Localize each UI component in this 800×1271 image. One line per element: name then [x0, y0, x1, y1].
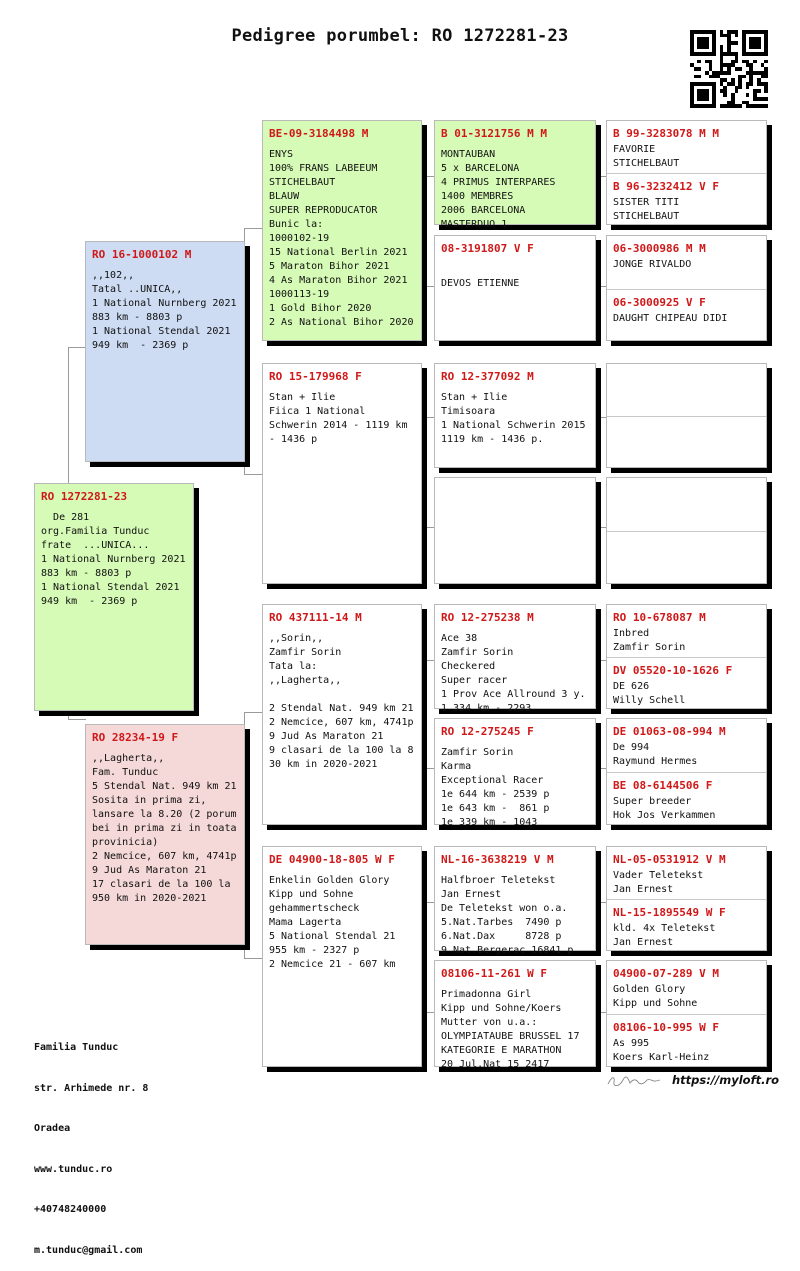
ring-number: RO 12-377092 M: [441, 370, 534, 383]
ring-number: 08106-11-261 W F: [441, 967, 547, 980]
ring-number: DE 01063-08-994 M: [613, 725, 726, 738]
pigeon-details: Zamfir Sorin Karma Exceptional Racer 1e 644 km - 2539 p 1e 643 km - 861 p 1e 339 km - 1043: [441, 747, 550, 828]
ring-number: 04900-07-289 V M: [613, 967, 719, 980]
pigeon-entry: [607, 899, 766, 950]
ring-number: DV 05520-10-1626 F: [613, 664, 733, 677]
pigeon-entry: [607, 531, 766, 583]
page-title: Pedigree porumbel: RO 1272281-23: [231, 26, 569, 46]
pigeon-entry: [86, 725, 244, 944]
ring-number: B 01-3121756 M M: [441, 127, 547, 140]
pigeon-details: Super breeder Hok Jos Verkammen: [613, 796, 716, 821]
pigeon-card-sdss-pair[interactable]: [606, 363, 767, 468]
qr-code-icon[interactable]: [690, 30, 768, 108]
ring-number: RO 1272281-23: [41, 490, 128, 503]
pigeon-entry: [435, 605, 595, 714]
breeder-website-link[interactable]: www.tunduc.ro: [34, 1163, 113, 1175]
pigeon-card-sdds-pair[interactable]: [606, 477, 767, 584]
pigeon-entry: [435, 478, 595, 583]
pigeon-details: ,,Sorin,, Zamfir Sorin Tata la: ,,Lagherta,, 2 Stendal Nat. 949 km 21 2 Nemcice, 607 km, 4741p 9 Jud As Maraton 21 9 clasari de la 100 la 8 30 km in 2020-2021: [269, 633, 414, 770]
pigeon-details: kld. 4x Teletekst Jan Ernest: [613, 923, 716, 948]
ring-number: RO 16-1000102 M: [92, 248, 192, 261]
pigeon-card-sire[interactable]: [85, 241, 245, 462]
pigeon-card-sdd[interactable]: [434, 477, 596, 584]
pigeon-card-ddd[interactable]: [434, 960, 596, 1070]
pigeon-entry: [263, 121, 421, 340]
pigeon-details: Enkelin Golden Glory Kipp und Sohne gehammertscheck Mama Lagerta 5 National Stendal 21 955 km - 2327 p 2 Nemcice 21 - 607 km: [269, 875, 396, 970]
pigeon-entry: [607, 121, 766, 173]
pigeon-entry: [435, 847, 595, 956]
pigeon-entry: [435, 961, 595, 1070]
pigeon-entry: [435, 236, 595, 340]
breeder-phone: +40748240000: [34, 1204, 107, 1215]
pigeon-details: Stan + Ilie Fiica 1 National Schwerin 2014 - 1119 km - 1436 p: [269, 392, 408, 445]
pigeon-details: ENYS 100% FRANS LABEEUM STICHELBAUT BLAUW SUPER REPRODUCATOR Bunic la: 1000102-19 15 National Berlin 2021 5 Maraton Bihor 2021 4 As Maraton Bihor 2021 1000113-19 1 Gold Bihor 2020 2 As National Bihor 2020: [269, 149, 414, 328]
pigeon-entry: [607, 1014, 766, 1066]
pigeon-entry: [263, 847, 421, 1066]
pigeon-details: DEVOS ETIENNE: [441, 278, 520, 289]
pigeon-details: Primadonna Girl Kipp und Sohne/Koers Mutter von u.a.: OLYMPIATAUBE BRUSSEL 17 KATEGORIE E MARATHON 20 Jul.Nat 15 2417: [441, 989, 580, 1070]
pigeon-details: Stan + Ilie Timisoara 1 National Schwerin 2015 1119 km - 1436 p.: [441, 392, 586, 445]
connector-line: [420, 417, 434, 418]
pigeon-card-dsss-pair[interactable]: [606, 604, 767, 709]
pigeon-entry: [607, 289, 766, 340]
pigeon-card-dsd[interactable]: [434, 718, 596, 828]
pigeon-details: FAVORIE STICHELBAUT: [613, 144, 680, 169]
pigeon-entry: [435, 121, 595, 230]
pigeon-card-sds[interactable]: [434, 363, 596, 468]
ring-number: 06-3000986 M M: [613, 242, 706, 255]
connector-line: [420, 660, 434, 661]
pigeon-entry: [263, 364, 421, 583]
pigeon-details: De 994 Raymund Hermes: [613, 742, 698, 767]
pigeon-details: Ace 38 Zamfir Sorin Checkered Super racer 1 Prov Ace Allround 3 y. 1 334 km - 2293: [441, 633, 586, 714]
connector-line: [68, 347, 86, 348]
signature-icon: [606, 1074, 662, 1088]
connector-line: [244, 228, 262, 229]
myloft-link[interactable]: https://myloft.ro: [672, 1073, 780, 1087]
ring-number: RO 28234-19 F: [92, 731, 179, 744]
connector-line: [420, 527, 434, 528]
pigeon-card-dss[interactable]: [434, 604, 596, 714]
pigeon-card-dam[interactable]: [85, 724, 245, 945]
pigeon-details: De 281 org.Familia Tunduc frate ...UNICA... 1 National Nurnberg 2021 883 km - 8803 p 1 National Stendal 2021 949 km - 2369 p: [41, 512, 186, 607]
breeder-contact: [34, 1014, 148, 1271]
pigeon-entry: [35, 484, 193, 710]
pigeon-card-sire-dam[interactable]: [262, 363, 422, 584]
pigeon-entry: [607, 772, 766, 824]
ring-number: RO 12-275245 F: [441, 725, 534, 738]
pigeon-entry: [607, 961, 766, 1014]
pigeon-card-ddds-pair[interactable]: [606, 960, 767, 1067]
pigeon-entry: [435, 364, 595, 467]
pigeon-entry: [263, 605, 421, 824]
ring-number: 08106-10-995 W F: [613, 1021, 719, 1034]
ring-number: NL-16-3638219 V M: [441, 853, 554, 866]
ring-number: NL-15-1895549 W F: [613, 906, 726, 919]
breeder-address: str. Arhimede nr. 8: [34, 1082, 149, 1094]
ring-number: B 96-3232412 V F: [613, 180, 719, 193]
pigeon-details: SISTER TITI STICHELBAUT: [613, 197, 680, 222]
connector-line: [244, 474, 262, 475]
pigeon-entry: [607, 847, 766, 899]
breeder-city: Oradea: [34, 1123, 71, 1134]
connector-line: [420, 176, 434, 177]
pigeon-details: As 995 Koers Karl-Heinz: [613, 1038, 710, 1063]
pigeon-card-dam-dam[interactable]: [262, 846, 422, 1067]
pigeon-entry: [607, 173, 766, 224]
pigeon-details: JONGE RIVALDO: [613, 259, 692, 270]
pigeon-details: ,,Lagherta,, Fam. Tunduc 5 Stendal Nat. 949 km 21 Sosita in prima zi, lansare la 8.20 (2 porum bei in prima zi in toata provinicia) 2 Nemcice, 607 km, 4741p 9 Jud As Maraton 21 17 clasari de la 100 la 950 km in 2020-2021: [92, 753, 237, 904]
ring-number: 08-3191807 V F: [441, 242, 534, 255]
pigeon-entry: [607, 364, 766, 416]
pigeon-card-ssd[interactable]: [434, 235, 596, 341]
ring-number: B 99-3283078 M M: [613, 127, 719, 140]
pigeon-card-sire-sire[interactable]: [262, 120, 422, 341]
pigeon-details: ,,102,, Tatal ..UNICA,, 1 National Nurnberg 2021 883 km - 8803 p 1 National Stendal 2021 949 km - 2369 p: [92, 270, 237, 351]
pigeon-entry: [607, 657, 766, 708]
connector-line: [420, 1012, 434, 1013]
breeder-email-link[interactable]: m.tunduc@gmail.com: [34, 1244, 143, 1256]
ring-number: RO 12-275238 M: [441, 611, 534, 624]
pigeon-details: Golden Glory Kipp und Sohne: [613, 984, 698, 1009]
pigeon-details: Halfbroer Teletekst Jan Ernest De Teletekst won o.a. 5.Nat.Tarbes 7490 p 6.Nat.Dax 8728 p 9 Nat.Bergerac 16841 p: [441, 875, 574, 956]
pigeon-details: DE 626 Willy Schell: [613, 681, 686, 706]
connector-line: [420, 286, 434, 287]
pigeon-entry: [607, 719, 766, 772]
pigeon-card-dam-sire[interactable]: [262, 604, 422, 825]
ring-number: RO 15-179968 F: [269, 370, 362, 383]
connector-line: [244, 712, 262, 713]
ring-number: NL-05-0531912 V M: [613, 853, 726, 866]
pigeon-details: DAUGHT CHIPEAU DIDI: [613, 313, 728, 324]
pigeon-card-ssss-pair[interactable]: [606, 120, 767, 225]
pigeon-card-dds[interactable]: [434, 846, 596, 956]
connector-line: [420, 768, 434, 769]
connector-line: [68, 719, 86, 720]
ring-number: RO 10-678087 M: [613, 611, 706, 624]
pigeon-entry: [607, 478, 766, 531]
connector-line: [420, 902, 434, 903]
pigeon-card-subject[interactable]: [34, 483, 194, 711]
pigeon-details: Vader Teletekst Jan Ernest: [613, 870, 704, 895]
pigeon-entry: [607, 605, 766, 657]
pigeon-card-sss[interactable]: [434, 120, 596, 230]
ring-number: DE 04900-18-805 W F: [269, 853, 395, 866]
ring-number: 06-3000925 V F: [613, 296, 706, 309]
ring-number: BE-09-3184498 M: [269, 127, 369, 140]
ring-number: RO 437111-14 M: [269, 611, 362, 624]
pigeon-entry: [435, 719, 595, 828]
pigeon-card-ssds-pair[interactable]: [606, 235, 767, 341]
pigeon-card-ddss-pair[interactable]: [606, 846, 767, 951]
pigeon-details: Inbred Zamfir Sorin: [613, 628, 686, 653]
connector-line: [244, 958, 262, 959]
pigeon-details: MONTAUBAN 5 x BARCELONA 4 PRIMUS INTERPARES 1400 MEMBRES 2006 BARCELONA MASTERDUO 1: [441, 149, 556, 230]
pigeon-entry: [607, 416, 766, 467]
pigeon-entry: [86, 242, 244, 461]
breeder-name: Familia Tunduc: [34, 1042, 119, 1053]
pigeon-card-dsds-pair[interactable]: [606, 718, 767, 825]
pigeon-entry: [607, 236, 766, 289]
ring-number: BE 08-6144506 F: [613, 779, 713, 792]
